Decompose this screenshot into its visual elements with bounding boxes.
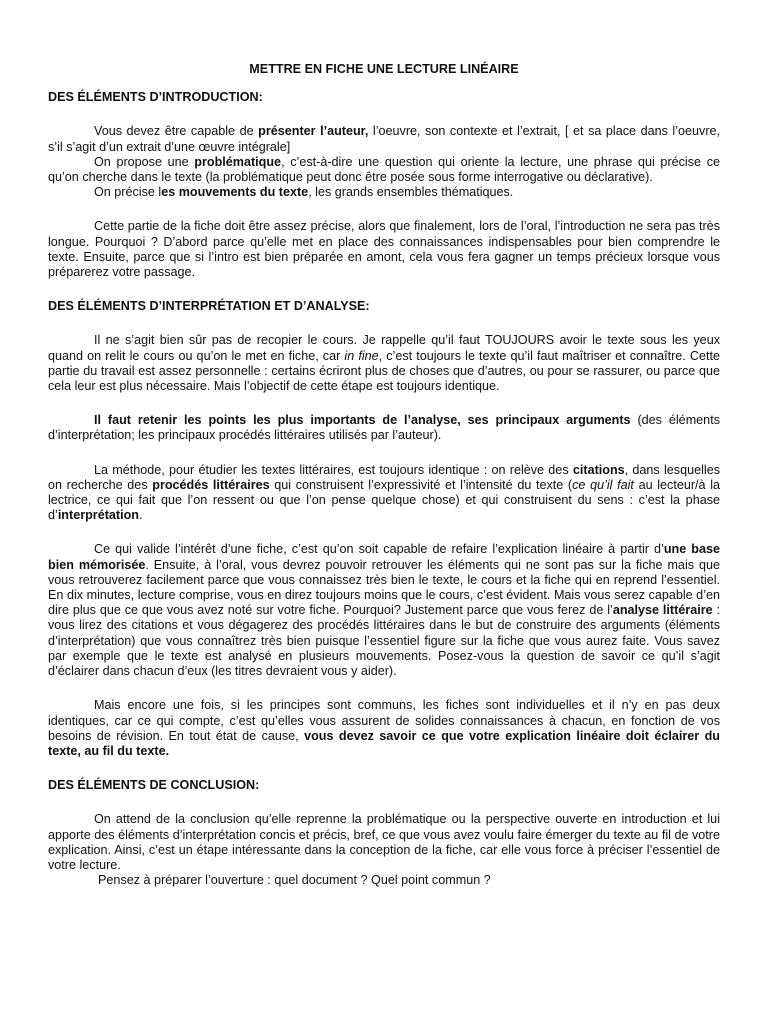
section-heading-interpretation: DES ÉLÉMENTS D’INTERPRÉTATION ET D’ANALYSE:	[48, 299, 370, 314]
paragraph-intro-problematique: On propose une problématique, c’est-à-dire une question qui oriente la lecture, une phrase qui précise ce qu’on cherche dans le texte (la problématique peut donc être posée sous forme interrogative ou déclarative).	[48, 154, 720, 185]
paragraph-analysis-valide: Ce qui valide l’intérêt d’une fiche, c’est qu’on soit capable de refaire l’explication linéaire à partir d’une base bien mémorisée. Ensuite, à l’oral, vous devrez pouvoir retrouver les éléments qui ne sont pas sur la fiche mais que vous retrouverez facilement parce que vous connaissez très bien le texte, le cours et la fiche qui en reprend l’essentiel. En dix minutes, lecture comprise, vous en direz toujours moins que le cours, c’est évident. Mais vous serez capable d’en dire plus que ce que vous avez noté sur votre fiche. Pourquoi? Justement parce que vous ferez de l’analyse littéraire : vous lirez des citations et vous dégagerez des procédés littéraires dans le but de construire des arguments (éléments d’interprétation) que vous connaîtrez très bien puisque l’essentiel figure sur la fiche que vous aurez faite. Vous savez par exemple que le texte est analysé en plusieurs mouvements. Posez-vous la question de savoir ce qu’il s’agit d’éclairer dans chacun d’eux (les titres devraient vous y aider).	[48, 542, 720, 679]
paragraph-intro-mouvements: On précise les mouvements du texte, les grands ensembles thématiques.	[94, 185, 514, 200]
document-title: METTRE EN FICHE UNE LECTURE LINÉAIRE	[249, 62, 519, 76]
paragraph-analysis-methode: La méthode, pour étudier les textes littéraires, est toujours identique : on relève des citations, dans lesquelles on recherche des procédés littéraires qui construisent l’expressivité et l’intensité du texte (ce qu’il fait au lecteur/à la lectrice, ce qui fait que l’on ressent ou que l’on pense quelque chose) et qui construisent du sens : c’est la phase d’interprétation.	[48, 462, 720, 523]
paragraph-analysis-cours: Il ne s’agit bien sûr pas de recopier le cours. Je rappelle qu’il faut TOUJOURS avoir le texte sous les yeux quand on relit le cours ou qu’on le met en fiche, car in fine, c’est toujours le texte qu’il faut maîtriser et connaître. Cette partie du travail est assez personnelle : certains écriront plus de choses que d’autres, ou pour se rassurer, ou parce que cela leur est plus nécessaire. Mais l’objectif de cette étape est toujours identique.	[48, 333, 720, 394]
paragraph-analysis-individuelles: Mais encore une fois, si les principes sont communs, les fiches sont individuelles et il n’y en pas deux identiques, car ce qui compte, c’est qu’elles vous assurent de solides connaissances à chacun, en fonction de vos besoins de révision. En tout état de cause, vous devez savoir ce que votre explication linéaire doit éclairer du texte, au fil du texte.	[48, 698, 720, 758]
paragraph-intro-author: Vous devez être capable de présenter l’auteur, l’oeuvre, son contexte et l’extrait, [ et sa place dans l’oeuvre, s’il s’agit d’un extrait d’une œuvre intégrale]	[48, 124, 721, 154]
paragraph-conclusion: On attend de la conclusion qu’elle reprenne la problématique ou la perspective ouverte en introduction et lui apporte des éléments d’interprétation concis et précis, bref, ce que vous avez voulu faire émerger du texte au fil de votre explication. Ainsi, c’est un étape intéressante dans la conception de la fiche, car elle vous force à préciser l’essentiel de votre lecture.	[48, 812, 720, 872]
document-page	[48, 62, 720, 888]
paragraph-analysis-retenir: Il faut retenir les points les plus importants de l’analyse, ses principaux arguments (des éléments d’interprétation; les principaux procédés littéraires utilisés par l’auteur).	[48, 413, 720, 443]
paragraph-conclusion-ouverture: Pensez à préparer l’ouverture : quel document ? Quel point commun ?	[98, 873, 491, 888]
section-heading-introduction: DES ÉLÉMENTS D’INTRODUCTION:	[48, 90, 263, 105]
section-heading-conclusion: DES ÉLÉMENTS DE CONCLUSION:	[48, 778, 260, 793]
paragraph-intro-precision: Cette partie de la fiche doit être assez précise, alors que finalement, lors de l’oral, l’introduction ne sera pas très longue. Pourquoi ? D’abord parce qu’elle met en place des connaissances indispensables pour bien comprendre le texte. Ensuite, parce que si l’intro est bien préparée en amont, cela vous fera gagner un temps précieux lorsque vous préparerez votre passage.	[48, 219, 720, 280]
